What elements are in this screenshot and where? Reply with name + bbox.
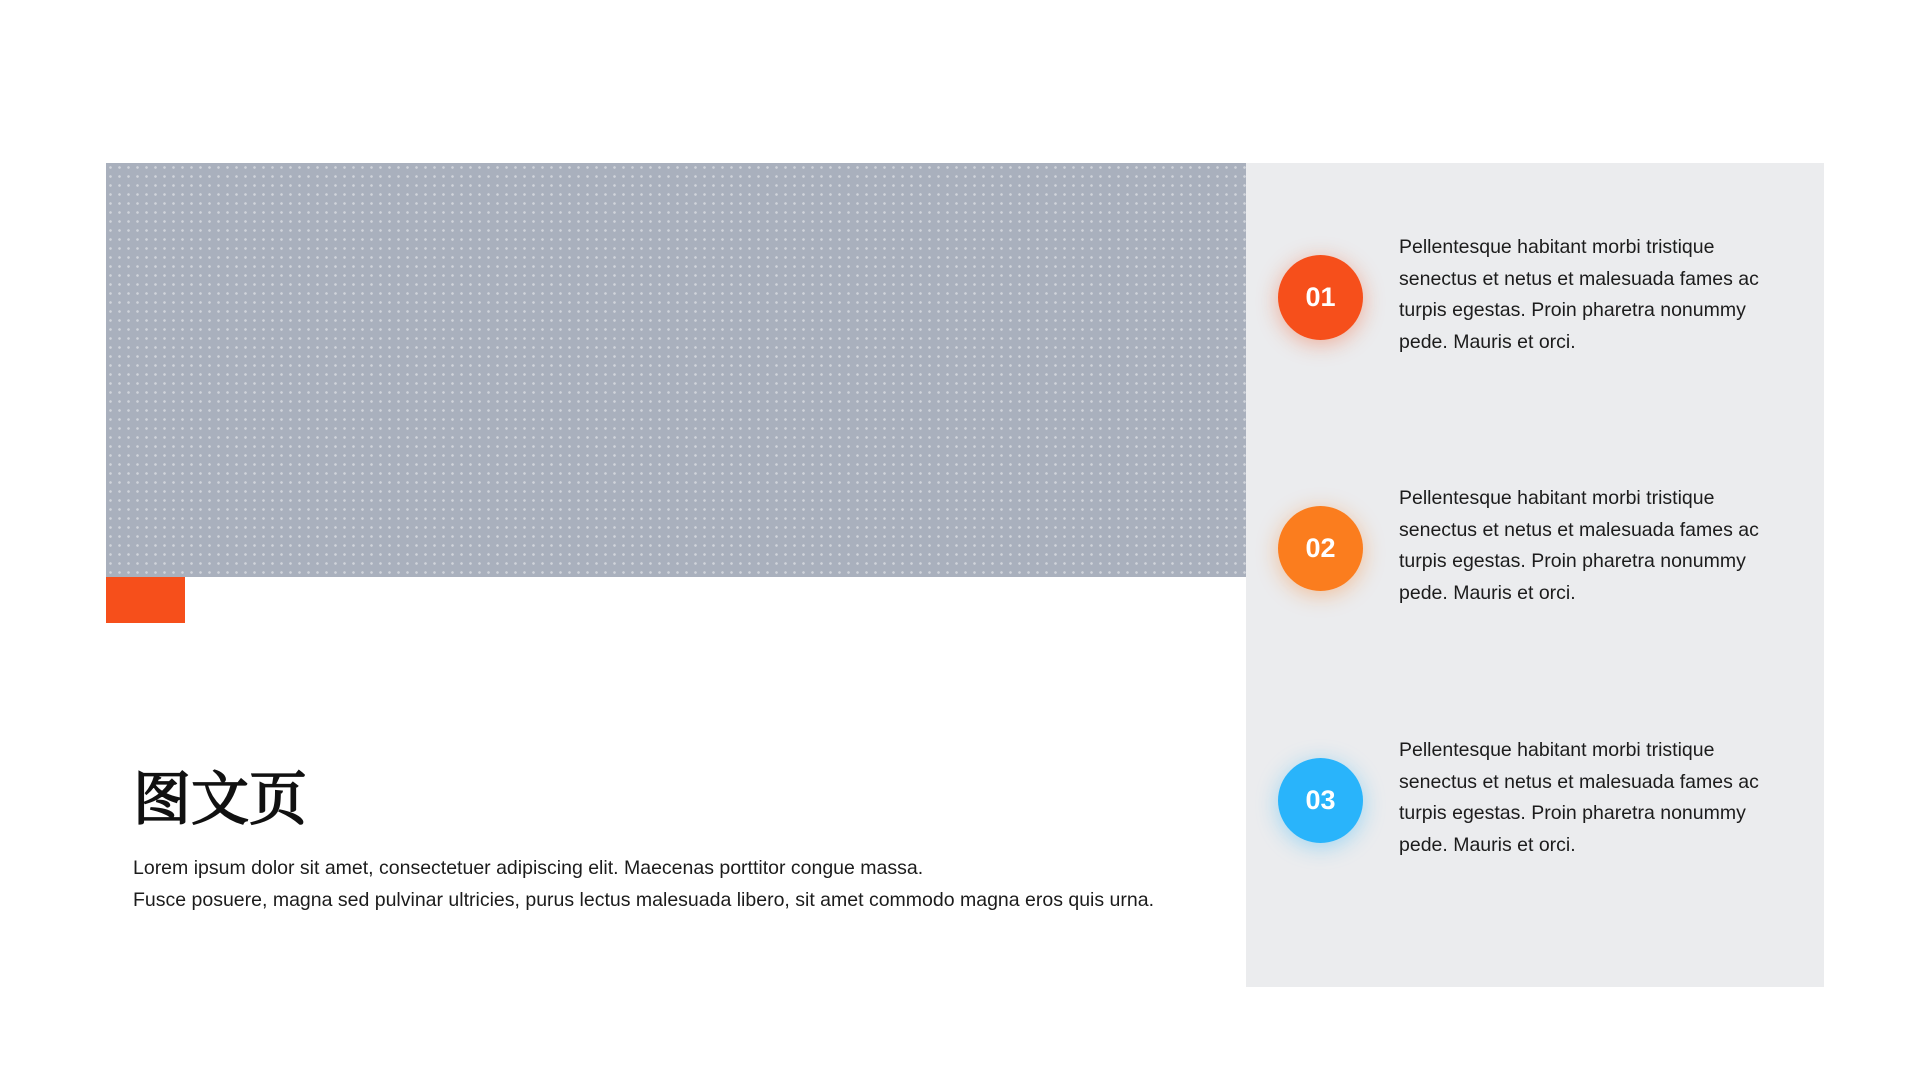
step-number-badge: 01 [1278,255,1363,340]
step-number-badge: 03 [1278,758,1363,843]
image-placeholder [106,163,1246,577]
step-description: Pellentesque habitant morbi tristique senectus et netus et malesuada fames ac turpis egestas. Proin pharetra nonummy pede. Mauris et orci. [1399,236,1759,353]
step-number-badge: 02 [1278,506,1363,591]
step-description: Pellentesque habitant morbi tristique senectus et netus et malesuada fames ac turpis egestas. Proin pharetra nonummy pede. Mauris et orci. [1399,739,1759,856]
body-line-2: Fusce posuere, magna sed pulvinar ultricies, purus lectus malesuada libero, sit amet commodo magna eros quis urna. [133,889,1155,911]
body-paragraph [133,852,1233,916]
page-title: 图文页 [133,765,308,833]
accent-block [106,577,185,623]
body-line-1: Lorem ipsum dolor sit amet, consectetuer adipiscing elit. Maecenas porttitor congue massa. [133,857,924,879]
step-description: Pellentesque habitant morbi tristique senectus et netus et malesuada fames ac turpis egestas. Proin pharetra nonummy pede. Mauris et orci. [1399,487,1759,604]
